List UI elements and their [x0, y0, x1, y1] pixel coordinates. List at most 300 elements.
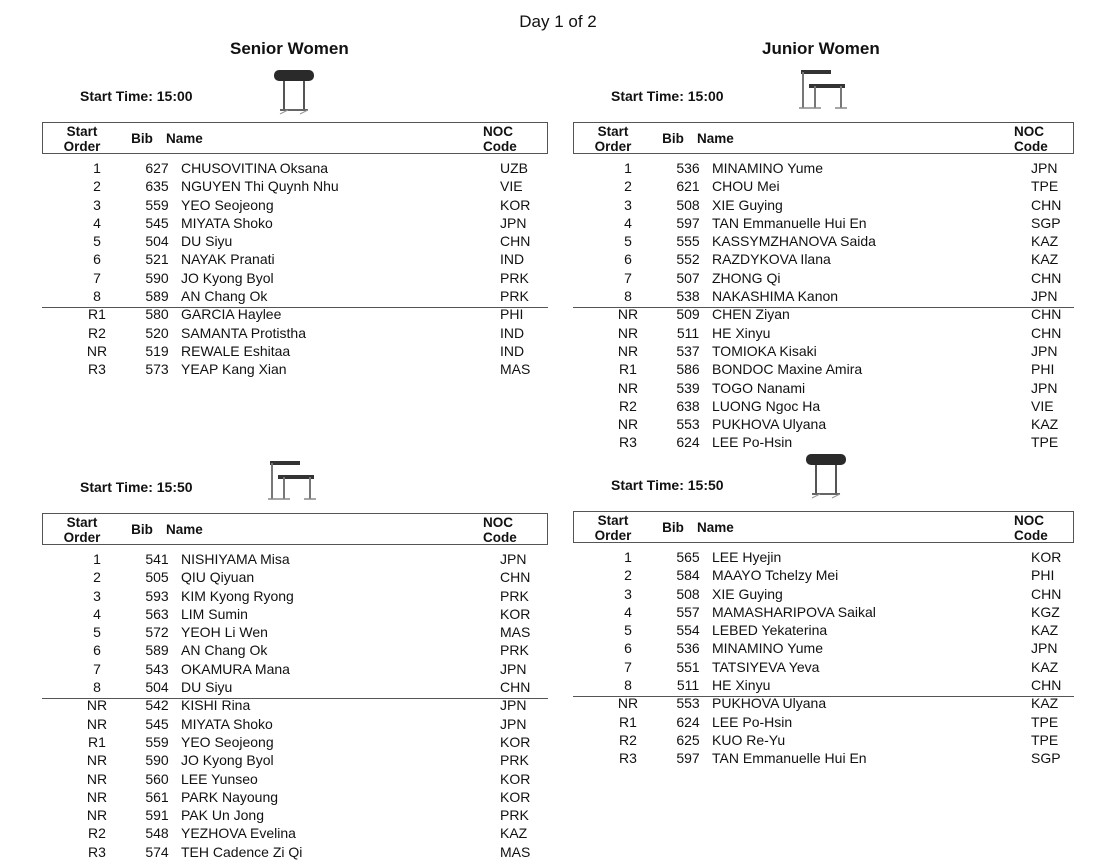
- athlete-name-cell: SAMANTA Protistha: [181, 324, 307, 341]
- noc-code-cell: KAZ: [1031, 622, 1059, 639]
- bib-cell: 521: [145, 251, 169, 268]
- bib-cell: 559: [145, 733, 169, 750]
- noc-code-cell: CHN: [1031, 324, 1062, 341]
- header-noc: NOC: [1014, 513, 1044, 528]
- athlete-name-cell: DU Siyu: [181, 233, 233, 250]
- header-code: Code: [1014, 139, 1048, 154]
- bib-cell: 520: [145, 324, 169, 341]
- start-order-cell: 6: [624, 640, 632, 657]
- noc-code-cell: UZB: [500, 160, 528, 176]
- bib-cell: 563: [145, 605, 169, 622]
- table-row: [58, 159, 548, 177]
- senior-start-time-1: Start Time: 15:00: [80, 88, 193, 104]
- uneven-bars-icon: [266, 457, 318, 505]
- athlete-name-cell: YEOH Li Wen: [181, 624, 268, 641]
- uneven-bars-icon: [797, 66, 849, 114]
- bib-cell: 538: [676, 288, 700, 305]
- table-row: [58, 605, 548, 623]
- table-row: [589, 177, 1074, 195]
- table-row: [589, 731, 1074, 749]
- bib-cell: 536: [676, 640, 700, 657]
- bib-cell: 537: [676, 342, 700, 359]
- bib-cell: 508: [676, 585, 700, 602]
- table-row: [589, 324, 1074, 342]
- table-row: [58, 788, 548, 806]
- bib-cell: 552: [676, 251, 700, 268]
- bib-cell: 591: [145, 807, 169, 824]
- table-row: [58, 824, 548, 842]
- noc-code-cell: JPN: [500, 214, 527, 231]
- noc-code-cell: JPN: [1031, 640, 1058, 657]
- athlete-name-cell: KIM Kyong Ryong: [181, 587, 294, 604]
- header-bib: Bib: [662, 520, 684, 535]
- noc-code-cell: TPE: [1031, 178, 1059, 195]
- bib-cell: 559: [145, 196, 169, 213]
- athlete-name-cell: JO Kyong Byol: [181, 752, 274, 769]
- bib-cell: 590: [145, 752, 169, 769]
- header-bib: Bib: [131, 131, 153, 146]
- noc-code-cell: PRK: [500, 807, 529, 824]
- noc-code-cell: JPN: [500, 551, 527, 567]
- table-row: [589, 269, 1074, 287]
- bib-cell: 625: [676, 731, 700, 748]
- noc-code-cell: KOR: [1031, 549, 1062, 565]
- header-bib: Bib: [662, 131, 684, 146]
- table-row: [589, 694, 1074, 712]
- athlete-name-cell: BONDOC Maxine Amira: [712, 361, 863, 378]
- table-row: [58, 232, 548, 250]
- start-order-cell: 6: [93, 642, 101, 659]
- start-order-cell: 2: [624, 567, 632, 584]
- bib-cell: 511: [676, 677, 700, 694]
- start-order-cell: 5: [93, 624, 101, 641]
- athlete-name-cell: YEO Seojeong: [181, 196, 274, 213]
- athlete-name-cell: XIE Guying: [712, 196, 783, 213]
- noc-code-cell: KOR: [500, 196, 531, 213]
- start-order-cell: R1: [88, 733, 106, 750]
- bib-cell: 584: [676, 567, 700, 584]
- athlete-name-cell: PUKHOVA Ulyana: [712, 695, 827, 712]
- noc-code-cell: PRK: [500, 587, 529, 604]
- athlete-name-cell: NISHIYAMA Misa: [181, 551, 290, 567]
- table-row: [589, 676, 1074, 694]
- noc-code-cell: KOR: [500, 733, 531, 750]
- bib-cell: 511: [676, 324, 700, 341]
- noc-code-cell: PRK: [500, 752, 529, 769]
- table-row: [58, 806, 548, 824]
- start-order-cell: R2: [88, 324, 106, 341]
- noc-code-cell: PRK: [500, 288, 529, 305]
- athlete-name-cell: LEE Yunseo: [181, 770, 258, 787]
- noc-code-cell: KGZ: [1031, 603, 1060, 620]
- noc-code-cell: KOR: [500, 605, 531, 622]
- header-start: Start: [66, 515, 98, 530]
- bib-cell: 545: [145, 715, 169, 732]
- junior-start-time-2: Start Time: 15:50: [611, 477, 724, 493]
- header-start: Start: [597, 513, 629, 528]
- table-row: [589, 639, 1074, 657]
- noc-code-cell: JPN: [1031, 342, 1058, 359]
- bib-cell: 557: [676, 603, 700, 620]
- junior-rows-1: [589, 159, 1074, 452]
- athlete-name-cell: KUO Re-Yu: [712, 731, 786, 748]
- balance-beam-icon: [272, 68, 318, 116]
- junior-header-2: [573, 511, 1074, 543]
- table-row: [58, 305, 548, 323]
- bib-cell: 548: [145, 825, 169, 842]
- noc-code-cell: IND: [500, 342, 525, 359]
- table-row: [589, 713, 1074, 731]
- header-order: Order: [594, 139, 632, 154]
- start-order-cell: NR: [617, 306, 639, 323]
- start-order-cell: 3: [93, 196, 101, 213]
- noc-code-cell: JPN: [1031, 160, 1058, 176]
- header-bib: Bib: [131, 522, 153, 537]
- start-order-cell: 7: [624, 269, 632, 286]
- start-order-cell: NR: [86, 697, 108, 714]
- start-order-cell: NR: [617, 324, 639, 341]
- noc-code-cell: CHN: [1031, 269, 1062, 286]
- noc-code-cell: JPN: [500, 660, 527, 677]
- bib-cell: 536: [676, 160, 700, 176]
- header-order: Order: [63, 530, 101, 545]
- athlete-name-cell: PARK Nayoung: [181, 788, 279, 805]
- start-order-cell: 7: [93, 660, 101, 677]
- table-row: [589, 658, 1074, 676]
- table-row: [589, 566, 1074, 584]
- noc-code-cell: PHI: [500, 306, 524, 323]
- noc-code-cell: PRK: [500, 642, 529, 659]
- start-order-cell: NR: [86, 752, 108, 769]
- athlete-name-cell: LIM Sumin: [181, 605, 248, 622]
- table-row: [589, 621, 1074, 639]
- header-noc-code: [483, 124, 523, 154]
- start-order-cell: 8: [624, 677, 632, 694]
- noc-code-cell: MAS: [500, 624, 531, 641]
- noc-code-cell: KAZ: [1031, 416, 1059, 433]
- start-order-cell: 8: [93, 679, 101, 696]
- noc-code-cell: IND: [500, 251, 525, 268]
- athlete-name-cell: RAZDYKOVA Ilana: [712, 251, 831, 268]
- bib-cell: 565: [676, 549, 700, 565]
- athlete-name-cell: MINAMINO Yume: [712, 640, 823, 657]
- senior-start-time-2: Start Time: 15:50: [80, 479, 193, 495]
- bib-cell: 553: [676, 416, 700, 433]
- table-row: [589, 232, 1074, 250]
- athlete-name-cell: KISHI Rina: [181, 697, 251, 714]
- athlete-name-cell: TOGO Nanami: [712, 379, 806, 396]
- bib-cell: 504: [145, 233, 169, 250]
- start-order-cell: NR: [86, 715, 108, 732]
- athlete-name-cell: MIYATA Shoko: [181, 214, 273, 231]
- start-order-cell: 3: [624, 585, 632, 602]
- bib-cell: 597: [676, 750, 700, 767]
- athlete-name-cell: OKAMURA Mana: [181, 660, 290, 677]
- noc-code-cell: KAZ: [1031, 233, 1059, 250]
- bib-cell: 580: [145, 306, 169, 323]
- bib-cell: 551: [676, 658, 700, 675]
- noc-code-cell: CHN: [1031, 677, 1062, 694]
- start-order-cell: 1: [93, 551, 101, 567]
- athlete-name-cell: AN Chang Ok: [181, 642, 268, 659]
- table-row: [58, 360, 548, 378]
- senior-title: Senior Women: [230, 39, 349, 58]
- bib-cell: 543: [145, 660, 169, 677]
- athlete-name-cell: HE Xinyu: [712, 324, 771, 341]
- athlete-name-cell: TATSIYEVA Yeva: [712, 658, 820, 675]
- noc-code-cell: PRK: [500, 269, 529, 286]
- bib-cell: 545: [145, 214, 169, 231]
- start-order-cell: 3: [93, 587, 101, 604]
- start-order-cell: R1: [88, 306, 106, 323]
- header-noc-code: [1014, 513, 1054, 543]
- noc-code-cell: VIE: [500, 178, 523, 195]
- noc-code-cell: MAS: [500, 361, 531, 378]
- header-name: Name: [166, 131, 203, 146]
- table-row: [58, 678, 548, 696]
- start-order-cell: 2: [93, 569, 101, 586]
- noc-code-cell: KOR: [500, 788, 531, 805]
- start-order-cell: 7: [624, 658, 632, 675]
- noc-code-cell: TPE: [1031, 713, 1059, 730]
- table-row: [58, 733, 548, 751]
- start-order-cell: 1: [624, 549, 632, 565]
- start-order-cell: NR: [86, 342, 108, 359]
- noc-code-cell: KOR: [500, 770, 531, 787]
- athlete-name-cell: NAYAK Pranati: [181, 251, 275, 268]
- header-start-order: [574, 124, 652, 154]
- table-row: [58, 587, 548, 605]
- bib-cell: 541: [145, 551, 169, 567]
- table-row: [589, 196, 1074, 214]
- header-code: Code: [1014, 528, 1048, 543]
- athlete-name-cell: XIE Guying: [712, 585, 783, 602]
- noc-code-cell: PHI: [1031, 567, 1055, 584]
- start-order-cell: 6: [93, 251, 101, 268]
- athlete-name-cell: YEZHOVA Evelina: [181, 825, 296, 842]
- noc-code-cell: KAZ: [1031, 251, 1059, 268]
- start-order-cell: NR: [617, 416, 639, 433]
- junior-title: Junior Women: [762, 39, 880, 58]
- noc-code-cell: CHN: [500, 569, 531, 586]
- table-row: [58, 250, 548, 268]
- junior-header-1: [573, 122, 1074, 154]
- bib-cell: 593: [145, 587, 169, 604]
- table-row: [58, 843, 548, 861]
- noc-code-cell: CHN: [1031, 306, 1062, 323]
- start-order-cell: 2: [93, 178, 101, 195]
- bib-cell: 519: [145, 342, 169, 359]
- header-start: Start: [66, 124, 98, 139]
- athlete-name-cell: LEE Po-Hsin: [712, 713, 793, 730]
- table-row: [58, 770, 548, 788]
- header-noc-code: [1014, 124, 1054, 154]
- athlete-name-cell: LEE Hyejin: [712, 549, 782, 565]
- start-order-cell: R2: [88, 825, 106, 842]
- noc-code-cell: JPN: [1031, 288, 1058, 305]
- noc-code-cell: SGP: [1031, 750, 1061, 767]
- header-noc: NOC: [483, 124, 513, 139]
- header-noc: NOC: [1014, 124, 1044, 139]
- athlete-name-cell: KASSYMZHANOVA Saida: [712, 233, 876, 250]
- table-row: [58, 751, 548, 769]
- start-order-cell: 4: [624, 214, 632, 231]
- bib-cell: 624: [676, 713, 700, 730]
- athlete-name-cell: CHEN Ziyan: [712, 306, 790, 323]
- athlete-name-cell: CHUSOVITINA Oksana: [181, 160, 329, 176]
- bib-cell: 627: [145, 160, 169, 176]
- bib-cell: 508: [676, 196, 700, 213]
- table-row: [58, 196, 548, 214]
- bib-cell: 509: [676, 306, 700, 323]
- balance-beam-icon: [804, 452, 850, 500]
- bib-cell: 586: [676, 361, 700, 378]
- page-heading: Day 1 of 2: [519, 12, 597, 31]
- header-start-order: [43, 124, 121, 154]
- start-order-cell: R2: [619, 731, 637, 748]
- noc-code-cell: CHN: [1031, 196, 1062, 213]
- noc-code-cell: JPN: [500, 697, 527, 714]
- table-row: [589, 397, 1074, 415]
- bib-cell: 554: [676, 622, 700, 639]
- header-start-order: [574, 513, 652, 543]
- header-noc: NOC: [483, 515, 513, 530]
- bib-cell: 504: [145, 679, 169, 696]
- athlete-name-cell: NAKASHIMA Kanon: [712, 288, 839, 305]
- start-order-cell: 8: [624, 288, 632, 305]
- table-row: [589, 433, 1074, 451]
- header-start: Start: [597, 124, 629, 139]
- athlete-name-cell: MAAYO Tchelzy Mei: [712, 567, 839, 584]
- senior-header-2: [42, 513, 548, 545]
- athlete-name-cell: REWALE Eshitaa: [181, 342, 291, 359]
- table-row: [589, 287, 1074, 305]
- start-order-cell: 5: [93, 233, 101, 250]
- table-row: [58, 623, 548, 641]
- noc-code-cell: KAZ: [500, 825, 528, 842]
- start-order-cell: R3: [88, 361, 106, 378]
- start-order-cell: 5: [624, 622, 632, 639]
- noc-code-cell: VIE: [1031, 397, 1054, 414]
- noc-code-cell: JPN: [500, 715, 527, 732]
- noc-code-cell: MAS: [500, 843, 531, 860]
- athlete-name-cell: DU Siyu: [181, 679, 233, 696]
- noc-code-cell: CHN: [1031, 585, 1062, 602]
- table-row: [589, 250, 1074, 268]
- table-row: [58, 324, 548, 342]
- table-row: [58, 660, 548, 678]
- athlete-name-cell: TOMIOKA Kisaki: [712, 342, 817, 359]
- start-order-cell: R2: [619, 397, 637, 414]
- table-row: [589, 360, 1074, 378]
- noc-code-cell: SGP: [1031, 214, 1061, 231]
- bib-cell: 542: [145, 697, 169, 714]
- table-row: [589, 603, 1074, 621]
- header-order: Order: [63, 139, 101, 154]
- header-code: Code: [483, 530, 517, 545]
- start-order-cell: NR: [617, 342, 639, 359]
- athlete-name-cell: LEE Po-Hsin: [712, 434, 793, 451]
- start-order-cell: 6: [624, 251, 632, 268]
- noc-code-cell: CHN: [500, 679, 531, 696]
- start-order-cell: 4: [93, 605, 101, 622]
- junior-rows-2: [589, 548, 1074, 768]
- noc-code-cell: IND: [500, 324, 525, 341]
- noc-code-cell: PHI: [1031, 361, 1055, 378]
- start-order-cell: NR: [617, 695, 639, 712]
- bib-cell: 638: [676, 397, 700, 414]
- athlete-name-cell: MIYATA Shoko: [181, 715, 273, 732]
- table-row: [58, 641, 548, 659]
- start-order-cell: 8: [93, 288, 101, 305]
- table-row: [58, 214, 548, 232]
- bib-cell: 507: [676, 269, 700, 286]
- athlete-name-cell: JO Kyong Byol: [181, 269, 274, 286]
- athlete-name-cell: LEBED Yekaterina: [712, 622, 828, 639]
- table-row: [58, 715, 548, 733]
- athlete-name-cell: GARCIA Haylee: [181, 306, 282, 323]
- bib-cell: 561: [145, 788, 169, 805]
- start-order-cell: 4: [624, 603, 632, 620]
- bib-cell: 597: [676, 214, 700, 231]
- table-row: [58, 269, 548, 287]
- bib-cell: 572: [145, 624, 169, 641]
- bib-cell: 553: [676, 695, 700, 712]
- athlete-name-cell: PAK Un Jong: [181, 807, 265, 824]
- header-name: Name: [697, 520, 734, 535]
- bib-cell: 589: [145, 642, 169, 659]
- table-row: [589, 379, 1074, 397]
- table-row: [589, 159, 1074, 177]
- start-order-cell: NR: [86, 770, 108, 787]
- start-order-cell: R3: [619, 750, 637, 767]
- table-row: [589, 749, 1074, 767]
- start-order-cell: R3: [619, 434, 637, 451]
- start-order-cell: R3: [88, 843, 106, 860]
- junior-start-time-1: Start Time: 15:00: [611, 88, 724, 104]
- start-order-cell: R1: [619, 361, 637, 378]
- table-row: [58, 177, 548, 195]
- noc-code-cell: KAZ: [1031, 695, 1059, 712]
- noc-code-cell: CHN: [500, 233, 531, 250]
- start-order-cell: NR: [86, 807, 108, 824]
- divider: [573, 696, 1074, 697]
- start-order-cell: NR: [86, 788, 108, 805]
- athlete-name-cell: YEAP Kang Xian: [181, 361, 287, 378]
- senior-rows-1: [58, 159, 548, 379]
- bib-cell: 574: [145, 843, 169, 860]
- bib-cell: 505: [145, 569, 169, 586]
- divider: [42, 698, 548, 699]
- bib-cell: 590: [145, 269, 169, 286]
- athlete-name-cell: LUONG Ngoc Ha: [712, 397, 821, 414]
- divider: [42, 307, 548, 308]
- athlete-name-cell: MAMASHARIPOVA Saikal: [712, 603, 876, 620]
- bib-cell: 621: [676, 178, 700, 195]
- noc-code-cell: TPE: [1031, 434, 1059, 451]
- senior-header-1: [42, 122, 548, 154]
- header-name: Name: [166, 522, 203, 537]
- bib-cell: 624: [676, 434, 700, 451]
- athlete-name-cell: YEO Seojeong: [181, 733, 274, 750]
- athlete-name-cell: MINAMINO Yume: [712, 160, 823, 176]
- table-row: [589, 305, 1074, 323]
- start-order-cell: 2: [624, 178, 632, 195]
- start-order-cell: 3: [624, 196, 632, 213]
- athlete-name-cell: CHOU Mei: [712, 178, 780, 195]
- bib-cell: 635: [145, 178, 169, 195]
- noc-code-cell: TPE: [1031, 731, 1059, 748]
